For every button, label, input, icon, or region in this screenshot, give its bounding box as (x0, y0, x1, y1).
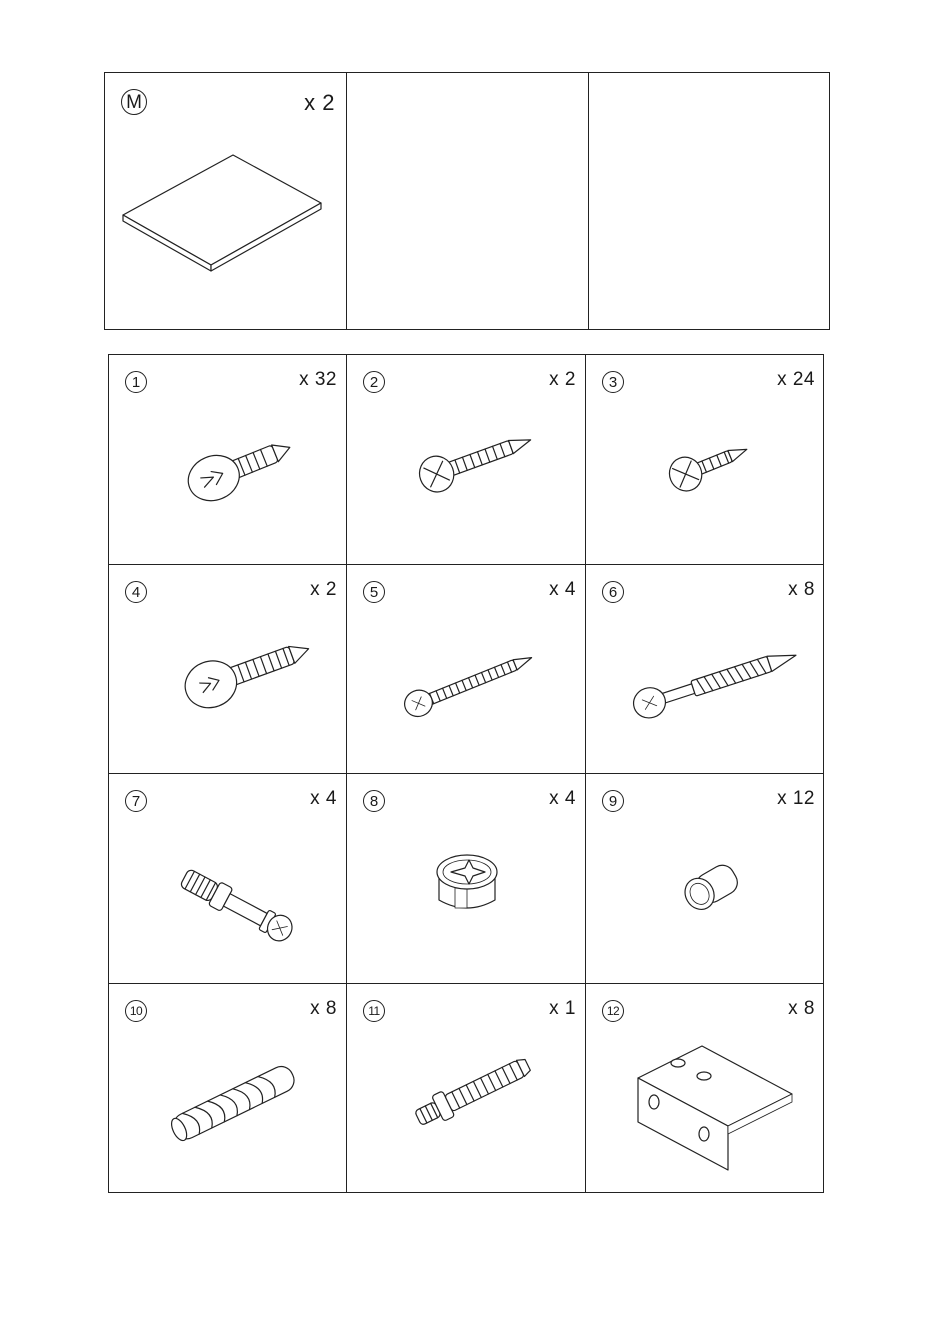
part-cell-1 (109, 355, 347, 565)
empty-cell (589, 73, 830, 330)
part-label: 3 (602, 371, 624, 393)
long-thin-screw-icon (347, 565, 586, 774)
wooden-dowel-icon (109, 984, 347, 1193)
part-cell-6 (586, 565, 824, 774)
part-cell-12 (586, 984, 824, 1193)
connector-bolt-icon (347, 984, 586, 1193)
part-cell-10 (109, 984, 347, 1193)
part-label: 10 (125, 1000, 147, 1022)
part-quantity: x 8 (788, 998, 815, 1019)
part-quantity: x 4 (310, 788, 337, 809)
part-cell-11 (347, 984, 586, 1193)
part-label: 12 (602, 1000, 624, 1022)
short-countersunk-screw-icon (586, 355, 824, 565)
part-label: 4 (125, 581, 147, 603)
part-label: 7 (125, 790, 147, 812)
part-quantity: x 12 (777, 788, 815, 809)
cam-bolt-icon (109, 774, 347, 984)
part-cell-9 (586, 774, 824, 984)
empty-cell (347, 73, 589, 330)
l-bracket-icon (586, 984, 824, 1193)
part-quantity: x 2 (549, 369, 576, 390)
part-cell-4 (109, 565, 347, 774)
part-quantity: x 4 (549, 788, 576, 809)
part-cell-5 (347, 565, 586, 774)
part-label: 2 (363, 371, 385, 393)
panel-board-icon (105, 73, 347, 330)
part-cell-M (105, 73, 347, 330)
part-label: 6 (602, 581, 624, 603)
long-wood-screw-icon (586, 565, 824, 774)
wafer-head-screw-icon (109, 565, 347, 774)
part-label: M (121, 89, 147, 115)
part-label: 1 (125, 371, 147, 393)
part-label: 8 (363, 790, 385, 812)
part-quantity: x 2 (304, 90, 335, 115)
shelf-pin-icon (586, 774, 824, 984)
part-quantity: x 32 (299, 369, 337, 390)
part-cell-3 (586, 355, 824, 565)
part-label: 11 (363, 1000, 385, 1022)
countersunk-screw-icon (347, 355, 586, 565)
part-cell-2 (347, 355, 586, 565)
hardware-parts-table (108, 354, 824, 1193)
part-label: 5 (363, 581, 385, 603)
part-cell-8 (347, 774, 586, 984)
part-quantity: x 2 (310, 579, 337, 600)
part-quantity: x 8 (310, 998, 337, 1019)
pan-head-screw-icon (109, 355, 347, 565)
panel-parts-table (104, 72, 830, 330)
cam-lock-icon (347, 774, 586, 984)
part-quantity: x 1 (549, 998, 576, 1019)
part-quantity: x 8 (788, 579, 815, 600)
part-quantity: x 4 (549, 579, 576, 600)
part-cell-7 (109, 774, 347, 984)
part-label: 9 (602, 790, 624, 812)
part-quantity: x 24 (777, 369, 815, 390)
